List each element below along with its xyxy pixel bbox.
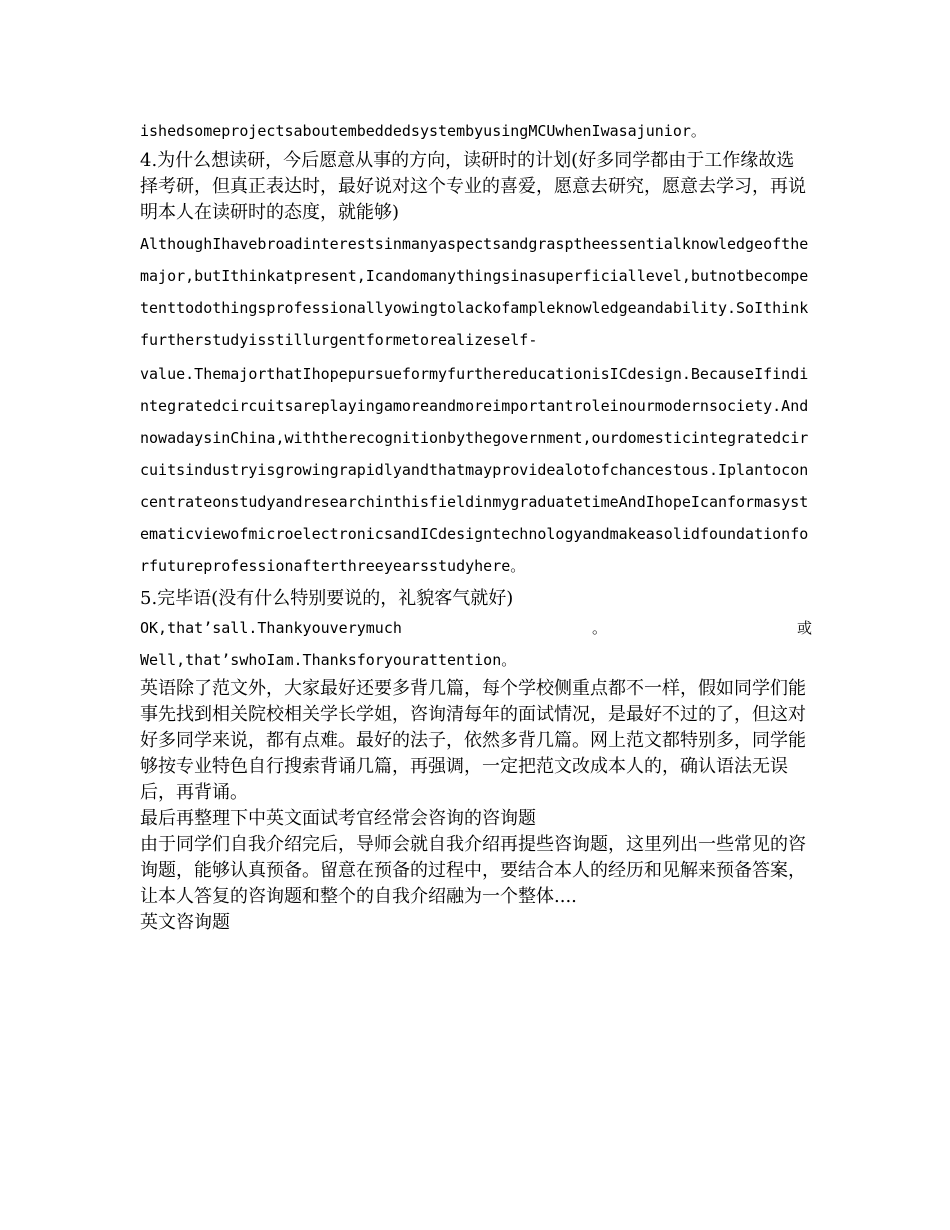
closing-phrase-2: Well,that’swhoIam.Thanksforyourattention。 (140, 651, 517, 669)
paragraph-advice: 英语除了范文外，大家最好还要多背几篇，每个学校侧重点都不一样，假如同学们能事先找到相关院校相关学长学姐，咨询清每年的面试情况，是最好不过的了，但这对好多同学来说，都有点难。最好的法子，依然多背几篇。网上范文都特别多，同学能够按专业特色自行搜索背诵几篇，再强调，一定把范文改成本人的，确认语法无误后，再背诵。 (140, 678, 806, 803)
heading-question-5: 5.完毕语(没有什么特别要说的，礼貌客气就好) (140, 588, 514, 609)
paragraph-english-study-reason: AlthoughIhavebroadinterestsinmanyaspectsandgrasptheessentialknowledgeofthemajor,butIthinkatpresent,Icandomanythingsinasuperficiallevel,butnotbecompetenttodothingsprofessionallyowingtolackofampleknowledgeandability.SoIthinkfurtherstudyisstillurgentformetorealizeself- (140, 235, 809, 349)
closing-or: 或 (796, 619, 812, 637)
closing-period: 。 (591, 619, 607, 637)
heading-question-4: 4.为什么想读研，今后愿意从事的方向，读研时的计划(好多同学都由于工作缘故选择考研，但真正表达时，最好说对这个专业的喜爱，愿意去研究，愿意去学习，再说明本人在读研时的态度，就能够) (140, 150, 806, 223)
paragraph-english-intro-tail: ishedsomeprojectsaboutembeddedsystembyusingMCUwhenIwasajunior。 (140, 122, 706, 140)
heading-english-questions: 英文咨询题 (140, 912, 230, 933)
closing-phrase-1: OK,that’sall.Thankyouverymuch (140, 619, 402, 637)
paragraph-english-major-plan: value.ThemajorthatIhopepursueformyfurthereducationisICdesign.BecauseIfindintegratedcircuitsareplayingamoreandmoreimportantroleinourmodernsociety.AndnowadaysinChina,withtherecognitionbythegovernment,ourdomesticintegratedcircuitsindustryisgrowingrapidlyandthatmayprovidealotofchancestous.IplantoconcentrateonstudyandresearchinthisfieldinmygraduatetimeAndIhopeIcanformasystematicviewofmicroelectronicsandICdesigntechnologyandmakeasolidfoundationforfutureprofessionafterthreeyearsstudyhere。 (140, 365, 809, 575)
document-page (140, 118, 812, 936)
paragraph-question-intro: 由于同学们自我介绍完后，导师会就自我介绍再提些咨询题，这里列出一些常见的咨询题，能够认真预备。留意在预备的过程中，要结合本人的经历和见解来预备答案，让本人答复的咨询题和整个的自我介绍融为一个整体.... (140, 834, 806, 907)
heading-interview-questions: 最后再整理下中英文面试考官经常会咨询的咨询题 (140, 808, 536, 829)
closing-line-row (140, 614, 812, 642)
